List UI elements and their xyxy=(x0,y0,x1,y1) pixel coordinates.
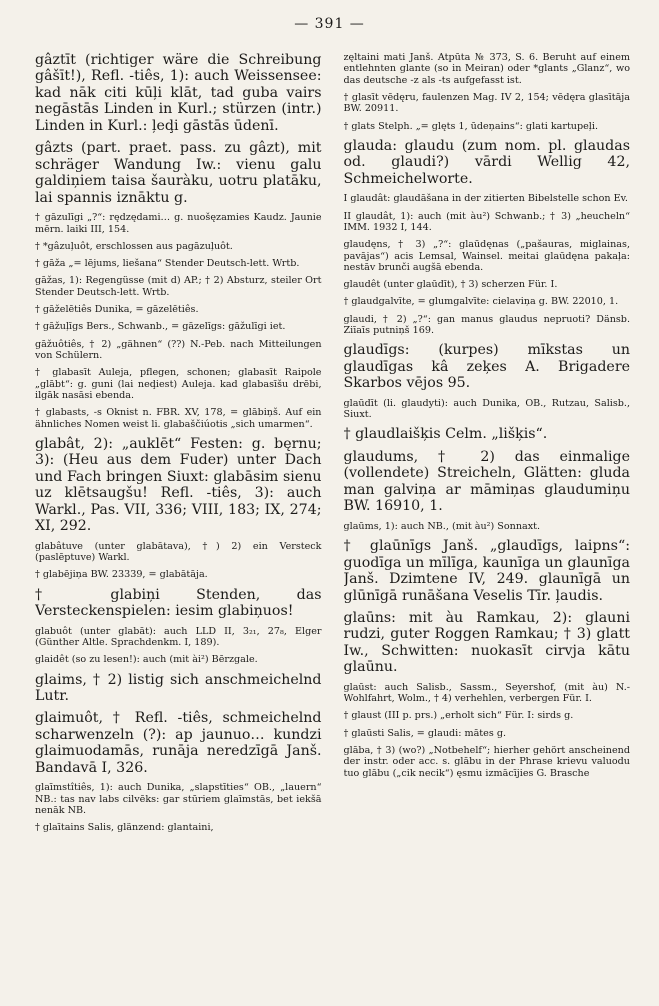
dictionary-entry: glaīmstîtiês, 1): auch Dunika, „slapstīties“ OB., „lauern“ NB.: tas nav labs cilvēks: gar stūriem glaīmstās, bet iekšā nenāk NB. xyxy=(35,782,322,816)
dictionary-entry: gâztīt (richtiger wäre die Schreibung gâšīt!), Refl. -tiês, 1): auch Weissensee: kad nāk citi kūļi klāt, tad guba vairs negāstās Linden in Kurl.; stürzen (intr.) Linden in Kurl.: ļeḑi gāstās ūdenī. xyxy=(35,52,322,134)
dictionary-entry: † glabiņi Stenden, das Versteckenspielen: iesim glabiņuos! xyxy=(35,586,322,620)
left-column xyxy=(35,52,322,997)
dictionary-entry: † glaust (III p. prs.) „erholt sich“ Für. I: sirds g. xyxy=(343,710,574,722)
dictionary-entry: glaims, † 2) listig sich anschmeichelnd Lutr. xyxy=(35,671,322,704)
dictionary-entry: glāba, † 3) (wo?) „Notbehelf“; hierher gehört anscheinend der instr. oder acc. s. glābu in der Phrase krievu valuodu tuo glābu („cik necik“) ęsmu izmācījies G. Brasche xyxy=(343,745,630,779)
dictionary-entry: II glaudât, 1): auch (mit àu²) Schwanb.; † 3) „heucheln“ IMM. 1932 I, 144. xyxy=(343,210,630,233)
dictionary-entry: † gāzulīgi „?“: rędzędami… g. nuošęzamies Kaudz. Jaunie mērn. laiki III, 154. xyxy=(35,212,322,235)
dictionary-entry: glaudêt (unter glaūdīt), † 3) scherzen Für. I. xyxy=(343,279,558,291)
dictionary-entry: † glaītains Salis, glänzend: glantaini, xyxy=(35,822,214,834)
right-column xyxy=(344,52,631,997)
dictionary-entry: † gāža „= lējums, liešana“ Stender Deutsch-lett. Wrtb. xyxy=(35,258,300,270)
dictionary-entry: glaudi, † 2) „?“: gan manus glaudus nepruoti? Dänsb. Ziīaīs putniņš 169. xyxy=(343,313,630,337)
dictionary-entry: glabuôt (unter glabāt): auch LLD II, 3₂₁, 27₈, Elger (Günther Altle. Sprachdenkm. I, 189). xyxy=(35,625,322,648)
dictionary-entry: † glabējiņa BW. 23339, = glabātāja. xyxy=(35,569,208,581)
dictionary-entry: glaūst: auch Salisb., Sassm., Seyershof, (mit àu) N.-Wohlfahrt, Wolm., † 4) verhehlen, verbergen Für. I. xyxy=(343,681,630,705)
dictionary-entry: I glaudât: glaudāšana in der zitierten Bibelstelle schon Ev. xyxy=(343,193,628,205)
dictionary-entry: gāžas, 1): Regengüsse (mit d) AP.; † 2) Absturz, steiler Ort Stender Deutsch-lett. Wrtb. xyxy=(35,275,322,298)
dictionary-entry: † *gâzuļuôt, erschlossen aus pagāzuļuôt. xyxy=(35,240,233,252)
dictionary-entry: glauda: glaudu (zum nom. pl. glaudas od. glaudi?) vārdi Wellig 42, Schmeichelworte. xyxy=(343,137,630,187)
dictionary-entry: † glasīt vēdęru, faulenzen Mag. IV 2, 154; vēdęra glasītāja BW. 20911. xyxy=(343,91,630,115)
dictionary-entry: glabât, 2): „auklēt“ Festen: g. bęrnu; 3): (Heu aus dem Fuder) unter Dach und Fach bringen Siuxt: glabāsim sienu uz klētsaugšu! Refl. -tiês, 3): auch Warkl., Pas. VII, 336; VIII, 183; IX, 274; XI, 292. xyxy=(35,435,322,535)
dictionary-entry: † gāželētiês Dunika, = gāzelētiês. xyxy=(35,304,199,316)
dictionary-entry: † glaūsti Salis, = glaudi: mātes g. xyxy=(343,727,507,739)
dictionary-entry: glaimuôt, † Refl. -tiês, schmeichelnd scharwenzeln (?): ap jaunuo… kundzi glaimuodamās, runāja neredzīgā Janš. Bandavā I, 326. xyxy=(35,710,322,776)
dictionary-entry: † glats Stelph. „= glęts 1, ūdeņains“: glati kartupeļi. xyxy=(343,120,598,132)
dictionary-entry: zęltaini mati Janš. Atpūta № 373, S. 6. Beruht auf einem entlehnten glante (so in Meiran) oder *glants „Glanz“, wo das deutsche -z als -ts aufgefasst ist. xyxy=(343,52,630,86)
dictionary-entry: glaūms, 1): auch NB., (mit àu²) Sonnaxt. xyxy=(343,520,541,532)
dictionary-entry: glaudums, † 2) das einmalige (vollendete) Streicheln, Glätten: gluda man galviņa ar māmiņas glaudumiņu BW. 16910, 1. xyxy=(343,448,630,515)
dictionary-entry: glaūns: mit àu Ramkau, 2): glauni rudzi, guter Roggen Ramkau; † 3) glatt Iw., Schwitten: nuokasīt cirvja kātu glaūnu. xyxy=(343,609,630,676)
dictionary-entry: glaudīgs: (kurpes) mīkstas un glaudīgas kâ zeķes A. Brigadere Skarbos vējos 95. xyxy=(343,342,630,392)
dictionary-entry: † glaūnīgs Janš. „glaudīgs, laipns“: guodīga un mīlīga, kaunīga un glaunīga Janš. Dzimtene IV, 249. glaunīgā un glūnīgā runāšana Veselis Tīr. ļaudis. xyxy=(343,538,630,604)
page-number: — 391 — xyxy=(294,16,365,32)
dictionary-entry: glaidêt (so zu lesen!): auch (mit ài²) Bērzgale. xyxy=(35,654,258,666)
dictionary-entry: glaūdīt (li. glaudyti): auch Dunika, OB., Rutzau, Salisb., Siuxt. xyxy=(343,397,630,421)
dictionary-columns xyxy=(35,52,630,997)
dictionary-entry: glaudęns, † 3) „?“: glaūdęnas („pašauras, miglainas, pavājas“) acis Lemsal, Wainsel. meitai glaūdęna pakaļa: nestāv brunči augšā ebenda. xyxy=(343,239,630,273)
dictionary-entry: † glaudgalvīte, = glumgalvīte: cielaviņa g. BW. 22010, 1. xyxy=(343,296,619,308)
dictionary-entry: gāžuôtiês, † 2) „gähnen“ (??) N.-Peb. nach Mitteilungen von Schülern. xyxy=(35,338,322,362)
dictionary-entry: † gāžuļīgs Bers., Schwanb., = gāzelīgs: gāžulīgi iet. xyxy=(35,321,286,333)
dictionary-entry: glabâtuve (unter glabātava), †) 2) ein Versteck (paslēptuve) Warkl. xyxy=(35,540,322,564)
dictionary-entry: † glabasīt Auleja, pflegen, schonen; glabasīt Raipole „glābt“: g. guni (lai neḑiest) Auleja. kad glabasīšu drēbi, ilgāk nasāsi ebenda. xyxy=(35,367,322,401)
dictionary-entry: gâzts (part. praet. pass. zu gâzt), mit schräger Wandung Iw.: vienu galu galdiņiem taisa šauràku, uotru platāku, lai spannis iznāktu g. xyxy=(35,140,322,206)
dictionary-entry: † glabasts, -s Oknist n. FBR. XV, 178, = glābiņš. Auf ein ähnliches Nomen weist li. glabaščiúotis „sich umarmen“. xyxy=(35,407,322,430)
dictionary-entry: † glaudlaišķis Celm. „lišķis“. xyxy=(343,426,548,443)
